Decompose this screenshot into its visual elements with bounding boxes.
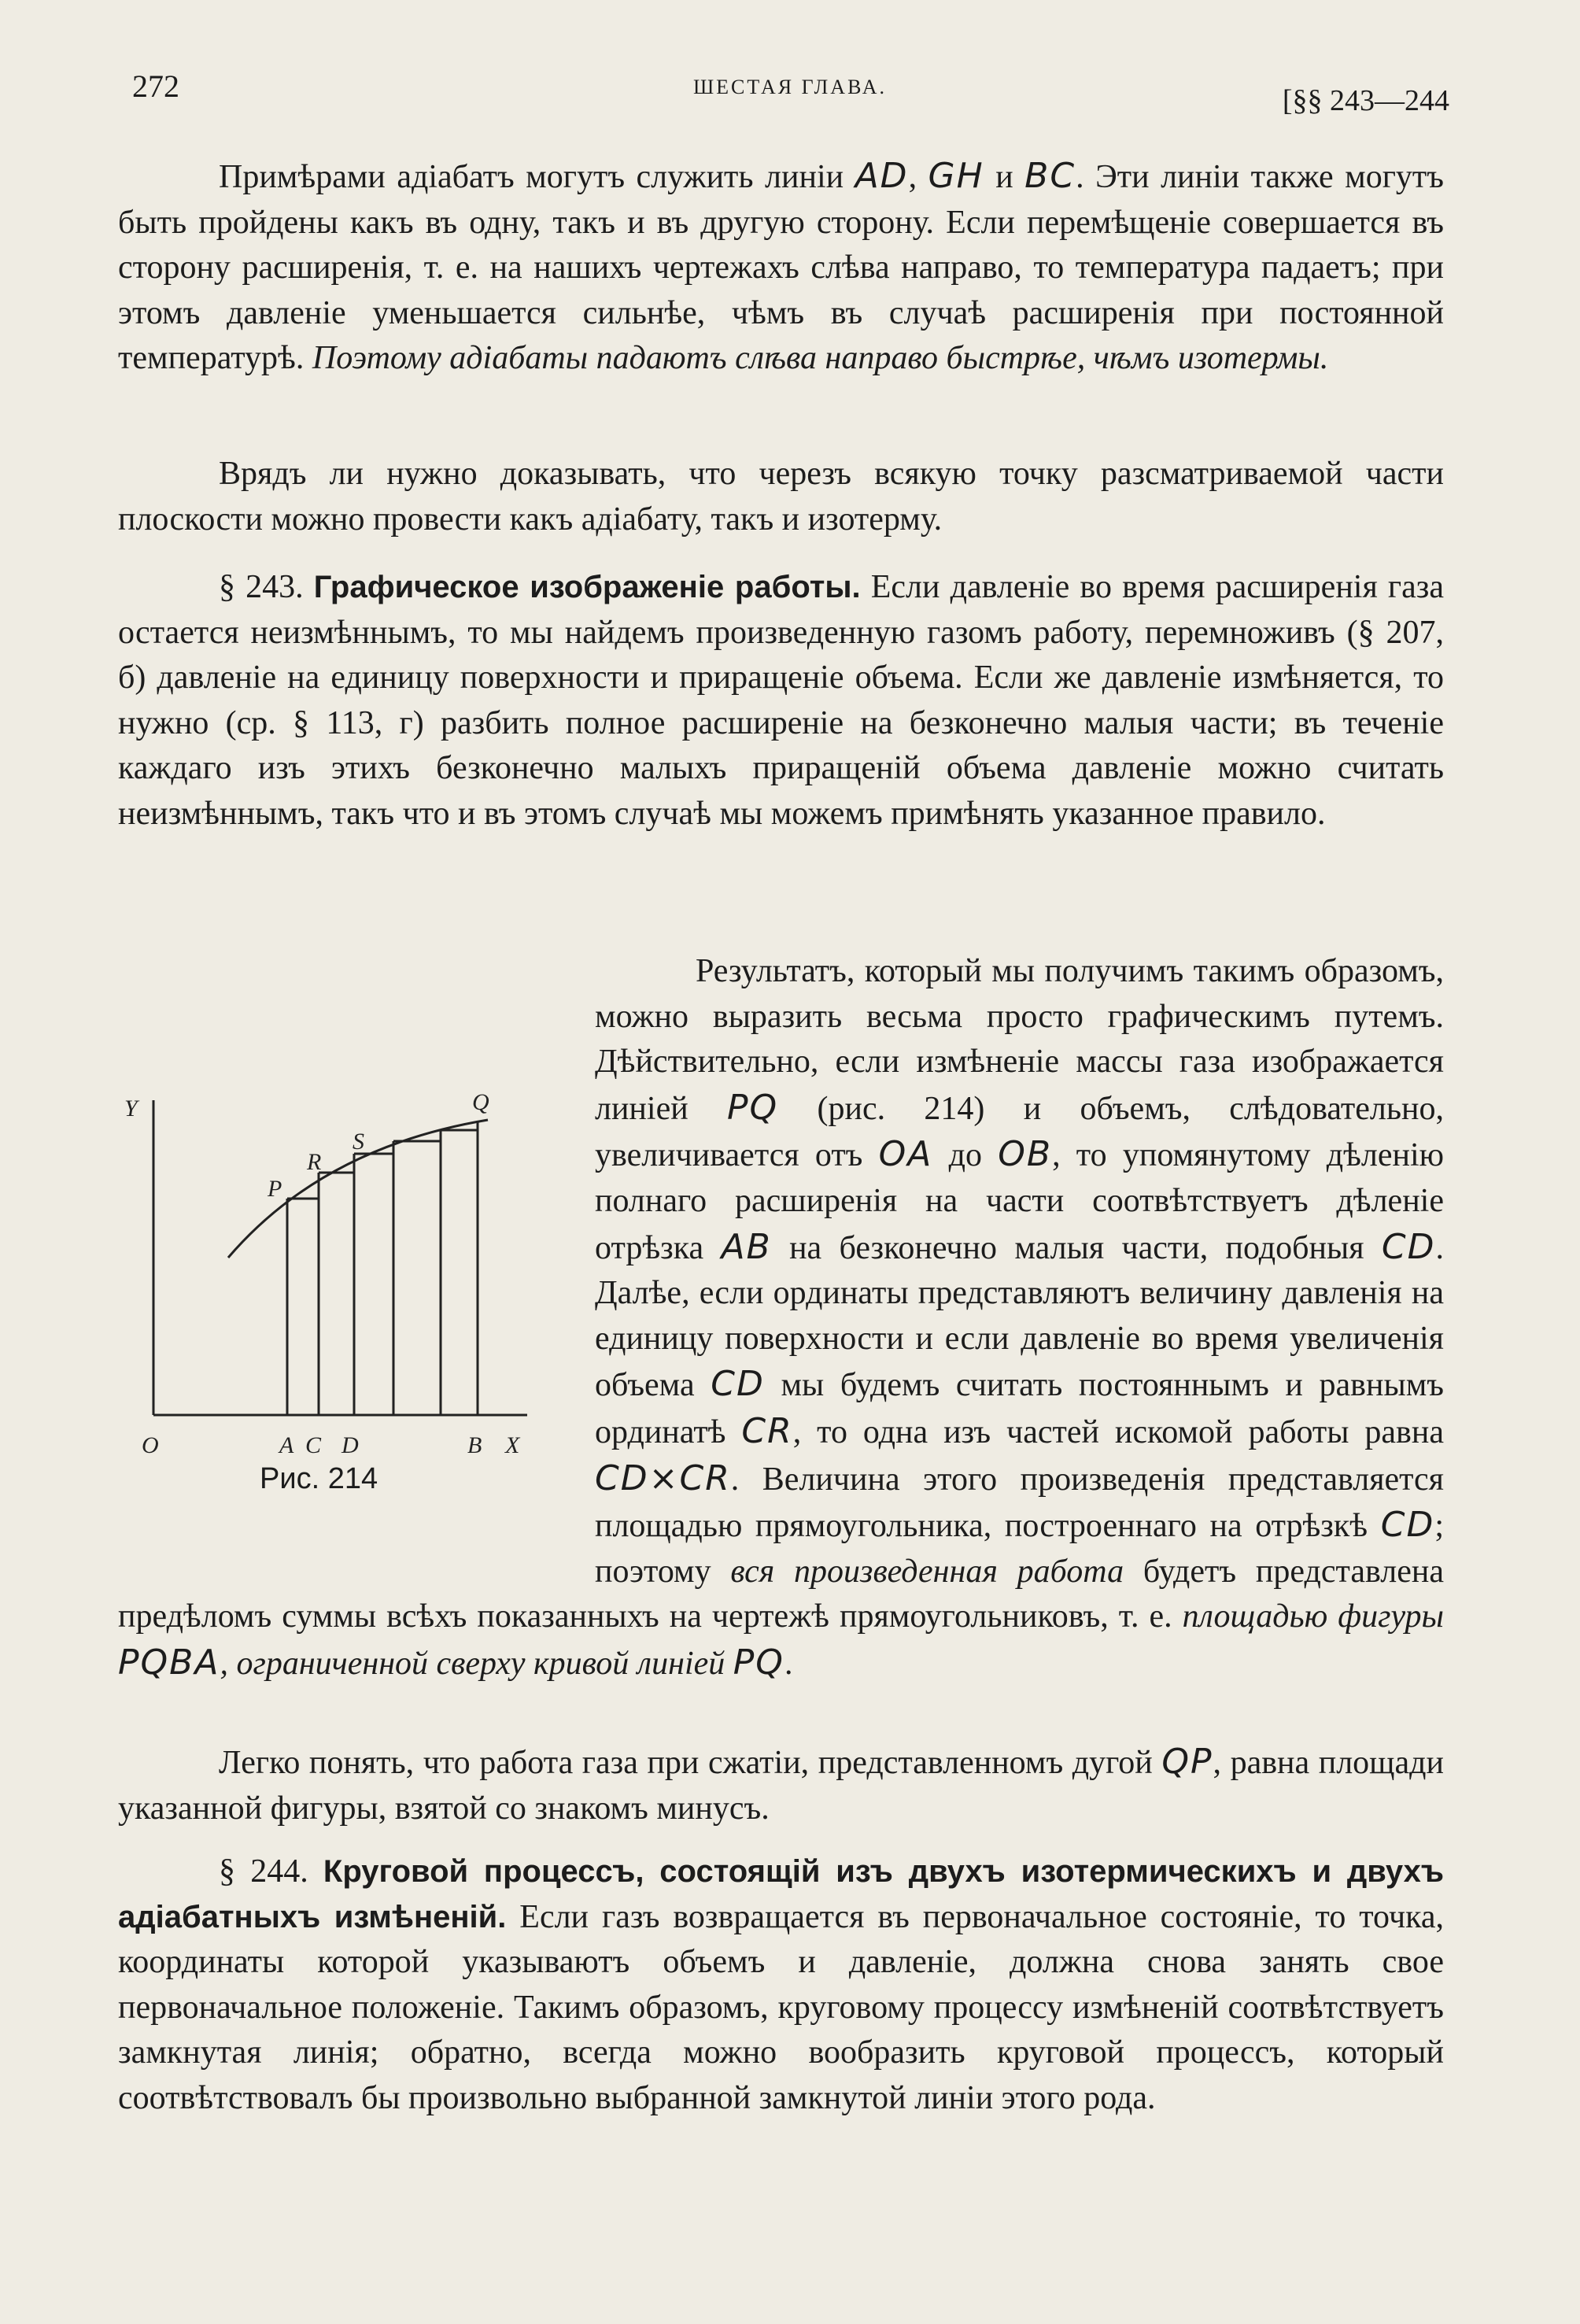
section-number: § 243. xyxy=(219,569,304,605)
math-ad: AD xyxy=(855,156,909,196)
italic-phrase: , ограниченной сверху кривой линiей xyxy=(220,1645,733,1682)
text-run: , равна площади указанной фигуры, взятой со знакомъ минусъ. xyxy=(118,1745,1445,1827)
italic-conclusion: Поэтому адiабаты падаютъ слѣва направо быстрѣе, чѣмъ изотермы. xyxy=(312,340,1329,377)
math-pqba: PQBA xyxy=(118,1642,220,1683)
text-run: , xyxy=(908,159,928,195)
figure-214 xyxy=(118,1084,559,1509)
label-q: Q xyxy=(472,1089,489,1115)
label-b: B xyxy=(467,1432,482,1458)
paragraph-section-243 xyxy=(118,565,1444,837)
label-x: X xyxy=(505,1432,520,1458)
label-c: C xyxy=(305,1432,322,1458)
text-run: (рис. 214) и объемъ, слѣдовательно, увеличивается отъ xyxy=(595,1090,1444,1174)
math-cd-times-cr: CD×CR xyxy=(595,1458,731,1498)
label-d: D xyxy=(341,1432,359,1458)
label-p: P xyxy=(268,1176,282,1202)
text-run: Врядъ ли нужно доказывать, что черезъ всякую точку разсматриваемой части плоскости можно провести какъ адiабату, такъ и изотерму. xyxy=(118,456,1444,538)
label-o: O xyxy=(142,1432,159,1458)
section-range: [§§ 243—244 xyxy=(1282,84,1449,117)
text-run: , то одна изъ частей искомой работы равна xyxy=(792,1413,1445,1450)
text-run: . xyxy=(784,1645,793,1682)
label-r: R xyxy=(307,1149,322,1175)
text-run: до xyxy=(932,1137,999,1174)
text-run: , то упомянутому дѣленiю полнаго расширенiя на части соотвѣтствуетъ дѣленiе отрѣзка xyxy=(595,1137,1444,1266)
math-oa: OA xyxy=(878,1134,933,1175)
text-run: мы будемъ считать постояннымъ и равнымъ ординатѣ xyxy=(595,1367,1444,1450)
text-run: . Эти линiи также могутъ быть пройдены какъ въ одну, такъ и въ другую сторону. Если перемѣщенiе совершается въ сторону расширенiя, т. е. на нашихъ чертежахъ слѣва направо, то температура падаетъ; при этомъ давленiе уменьшается сильнѣе, чѣмъ въ случаѣ расширенiя при постоянной температурѣ. xyxy=(118,159,1445,377)
text-run: и xyxy=(984,159,1025,195)
math-qp: QP xyxy=(1161,1742,1213,1782)
page-header xyxy=(0,61,1580,132)
math-bc: BC xyxy=(1024,156,1076,196)
paragraph-section-244 xyxy=(118,1849,1444,2122)
text-run: Легко понять, что работа газа при сжатiи, представленномъ дугой xyxy=(219,1745,1162,1781)
label-a: A xyxy=(279,1432,294,1458)
text-run: Результатъ, который мы получимъ такимъ образомъ, можно выразить весьма просто графическимъ путемъ. Дѣйствительно, если измѣненiе массы газа изображается линiей xyxy=(595,953,1444,1127)
math-cd: CD xyxy=(711,1364,765,1405)
math-pq: PQ xyxy=(727,1087,779,1128)
label-s: S xyxy=(353,1129,364,1155)
text-run: на безконечно малыя части, подобныя xyxy=(771,1229,1382,1266)
math-ob: OB xyxy=(998,1134,1053,1175)
text-run: ; поэтому xyxy=(595,1508,1444,1590)
math-gh: GH xyxy=(928,156,984,196)
italic-phrase: площадью фигуры xyxy=(1182,1598,1444,1635)
math-cd: CD xyxy=(1381,1226,1436,1267)
label-y: Y xyxy=(124,1095,138,1121)
paragraph-adiabats xyxy=(118,153,1444,382)
math-cr: CR xyxy=(741,1410,793,1451)
page-number: 272 xyxy=(132,68,179,104)
paragraph-compression xyxy=(118,1739,1444,1831)
math-pq: PQ xyxy=(733,1642,784,1683)
section-title: Круговой процессъ, состоящiй изъ двухъ изотермическихъ и двухъ адiабатныхъ измѣненiй. xyxy=(118,1854,1445,1934)
math-cd: CD xyxy=(1380,1505,1435,1546)
text-run: будетъ представлена предѣломъ суммы всѣхъ показанныхъ на чертежѣ прямоугольниковъ, т. е. xyxy=(118,1553,1444,1635)
text-run: Если давленiе во время расширенiя газа остается неизмѣннымъ, то мы найдемъ произведенную газомъ работу, перемноживъ (§ 207, б) давленiе на единицу поверхности и приращенiе объема. Если же давленiе измѣняется, то нужно (ср. § 113, г) разбить полное расширенiе на безконечно малыя части; въ теченiе каждаго изъ этихъ безконечно малыхъ приращенiй объема давленiе можно считать неизмѣннымъ, такъ что и въ этомъ случаѣ мы можемъ примѣнять указанное правило. xyxy=(118,569,1445,832)
paragraph-point xyxy=(118,452,1444,542)
section-number: § 244. xyxy=(219,1853,308,1890)
text-run: . Далѣе, если ординаты представляютъ величину давленiя на единицу поверхности и если давленiе во время увеличенiя объема xyxy=(595,1229,1444,1404)
text-run: . Величина этого произведенiя представляется площадью прямоугольника, построеннаго на отрѣзкѣ xyxy=(595,1461,1444,1545)
math-ab: AB xyxy=(721,1226,772,1267)
text-run: Если газъ возвращается въ первоначальное состоянiе, то точка, координаты которой указываютъ объемъ и давленiе, должна снова занять свое первоначальное положенiе. Такимъ образомъ, круговому процессу измѣненiй соотвѣтствуетъ замкнутая линiя; обратно, всегда можно вообразить круговой процессъ, который соотвѣтствовалъ бы произвольно выбранной замкнутой линiи этого рода. xyxy=(118,1898,1445,2116)
text-run: Примѣрами адiабатъ могутъ служить линiи xyxy=(219,159,855,195)
figure-caption: Рис. 214 xyxy=(260,1462,378,1495)
chapter-title: ШЕСТАЯ ГЛАВА. xyxy=(692,76,888,98)
italic-phrase: вся произведенная работа xyxy=(730,1553,1124,1590)
figure-214-diagram xyxy=(118,1084,559,1462)
section-title: Графическое изображенiе работы. xyxy=(313,570,861,604)
